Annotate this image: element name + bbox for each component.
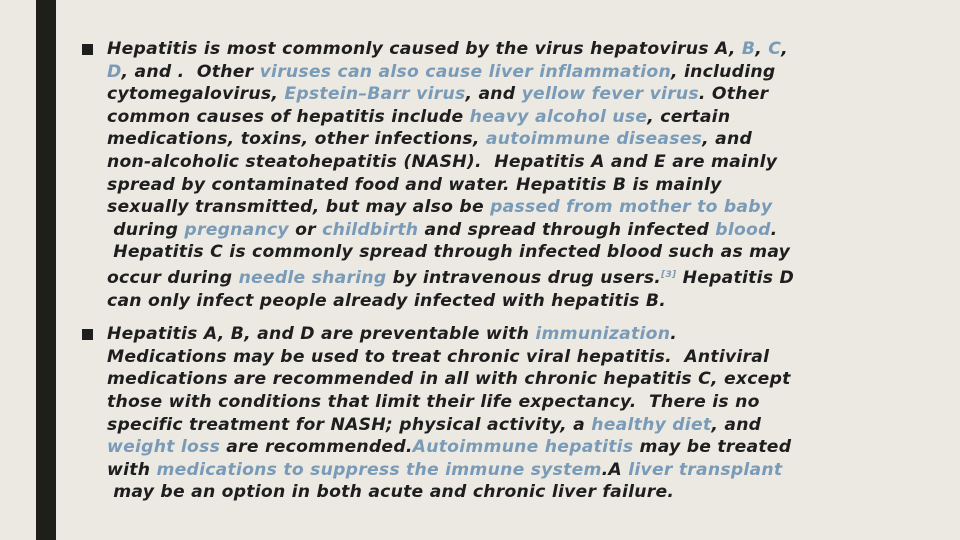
hyperlink[interactable]: yellow fever virus	[521, 84, 699, 105]
text-segment: common causes of hepatitis include	[107, 106, 470, 127]
hyperlink[interactable]: passed from mother to baby	[490, 197, 773, 218]
text-segment: , and . Other	[121, 61, 260, 82]
text-segment: specific treatment for NASH; physical activity, a	[107, 414, 592, 435]
text-segment: , certain	[647, 106, 731, 127]
hyperlink[interactable]: immunization	[535, 324, 671, 345]
text-segment: non-alcoholic steatohepatitis (NASH). Hepatitis A and E are mainly	[107, 151, 778, 172]
text-segment: medications are recommended in all with chronic hepatitis C, except	[107, 369, 791, 390]
text-segment: , and	[711, 414, 762, 435]
hyperlink[interactable]: childbirth	[322, 219, 419, 240]
text-line	[107, 323, 912, 346]
hyperlink[interactable]: Epstein–Barr virus	[284, 84, 466, 105]
text-segment: Hepatitis is most commonly caused by the virus hepatovirus A,	[107, 39, 742, 59]
text-segment: occur during	[107, 267, 239, 288]
hyperlink[interactable]: viruses can also cause liver inflammation	[259, 61, 671, 82]
hyperlink[interactable]: D	[107, 61, 122, 82]
text-line	[107, 290, 912, 313]
text-segment: Hepatitis A, B, and D are preventable with	[107, 324, 536, 345]
text-segment: Medications may be used to treat chronic viral hepatitis. Antiviral	[107, 346, 770, 367]
text-segment: , and	[465, 84, 522, 105]
hyperlink[interactable]: weight loss	[107, 437, 221, 458]
text-segment: cytomegalovirus,	[107, 84, 285, 105]
text-line	[107, 61, 912, 84]
text-segment: Hepatitis C is commonly spread through infected blood such as may	[107, 242, 791, 263]
text-segment: may be treated	[633, 437, 792, 458]
hyperlink[interactable]: C	[768, 39, 782, 59]
text-segment: , including	[670, 61, 776, 82]
text-segment: during	[107, 219, 185, 240]
text-segment: and spread through infected	[418, 219, 716, 240]
hyperlink[interactable]: pregnancy	[184, 219, 289, 240]
square-bullet-icon	[82, 44, 93, 55]
text-segment: .	[670, 324, 677, 345]
text-segment: those with conditions that limit their life expectancy. There is no	[107, 391, 760, 412]
accent-bar	[36, 0, 56, 540]
text-line	[107, 83, 912, 106]
text-segment: .A	[601, 459, 629, 480]
hyperlink[interactable]: liver transplant	[628, 459, 783, 480]
text-segment: . Other	[698, 84, 769, 105]
text-line	[107, 459, 912, 482]
text-segment: .	[770, 219, 778, 240]
text-segment: ,	[755, 39, 769, 59]
hyperlink[interactable]: blood	[715, 219, 771, 240]
hyperlink[interactable]: healthy diet	[591, 414, 712, 435]
text-line	[107, 346, 912, 369]
text-line	[107, 481, 912, 504]
text-segment: Hepatitis D	[676, 267, 794, 288]
text-line	[107, 414, 912, 437]
text-line	[107, 241, 912, 264]
text-line	[107, 264, 912, 290]
text-line	[107, 368, 912, 391]
text-line	[107, 38, 912, 61]
bullet-paragraph	[82, 323, 912, 504]
hyperlink[interactable]: medications to suppress the immune system	[156, 459, 602, 480]
text-segment: can only infect people already infected with hepatitis B.	[107, 290, 667, 311]
text-line	[107, 128, 912, 151]
text-line	[107, 391, 912, 414]
text-segment: sexually transmitted, but may also be	[107, 197, 491, 218]
text-line	[107, 151, 912, 174]
text-line	[107, 174, 912, 197]
hyperlink[interactable]: B	[741, 39, 756, 59]
text-segment: medications, toxins, other infections,	[107, 129, 486, 150]
text-segment: are recommended.	[220, 437, 413, 458]
citation-superscript[interactable]: [3]	[661, 269, 677, 280]
text-segment: with	[107, 459, 157, 480]
slide-content	[82, 38, 912, 515]
square-bullet-icon	[82, 329, 93, 340]
text-segment: spread by contaminated food and water. Hepatitis B is mainly	[107, 174, 722, 195]
hyperlink[interactable]: heavy alcohol use	[469, 106, 648, 127]
text-segment: by intravenous drug users.	[386, 267, 662, 288]
bullet-paragraph	[82, 38, 912, 312]
hyperlink[interactable]: needle sharing	[238, 267, 387, 288]
text-segment: or	[288, 219, 323, 240]
text-segment: ,	[781, 39, 788, 59]
text-line	[107, 196, 912, 219]
hyperlink[interactable]: autoimmune diseases	[485, 129, 703, 150]
text-line	[107, 106, 912, 129]
text-segment: , and	[702, 129, 753, 150]
hyperlink[interactable]: Autoimmune hepatitis	[412, 437, 634, 458]
text-segment: may be an option in both acute and chronic liver failure.	[107, 482, 675, 503]
text-line	[107, 436, 912, 459]
text-line	[107, 219, 912, 242]
